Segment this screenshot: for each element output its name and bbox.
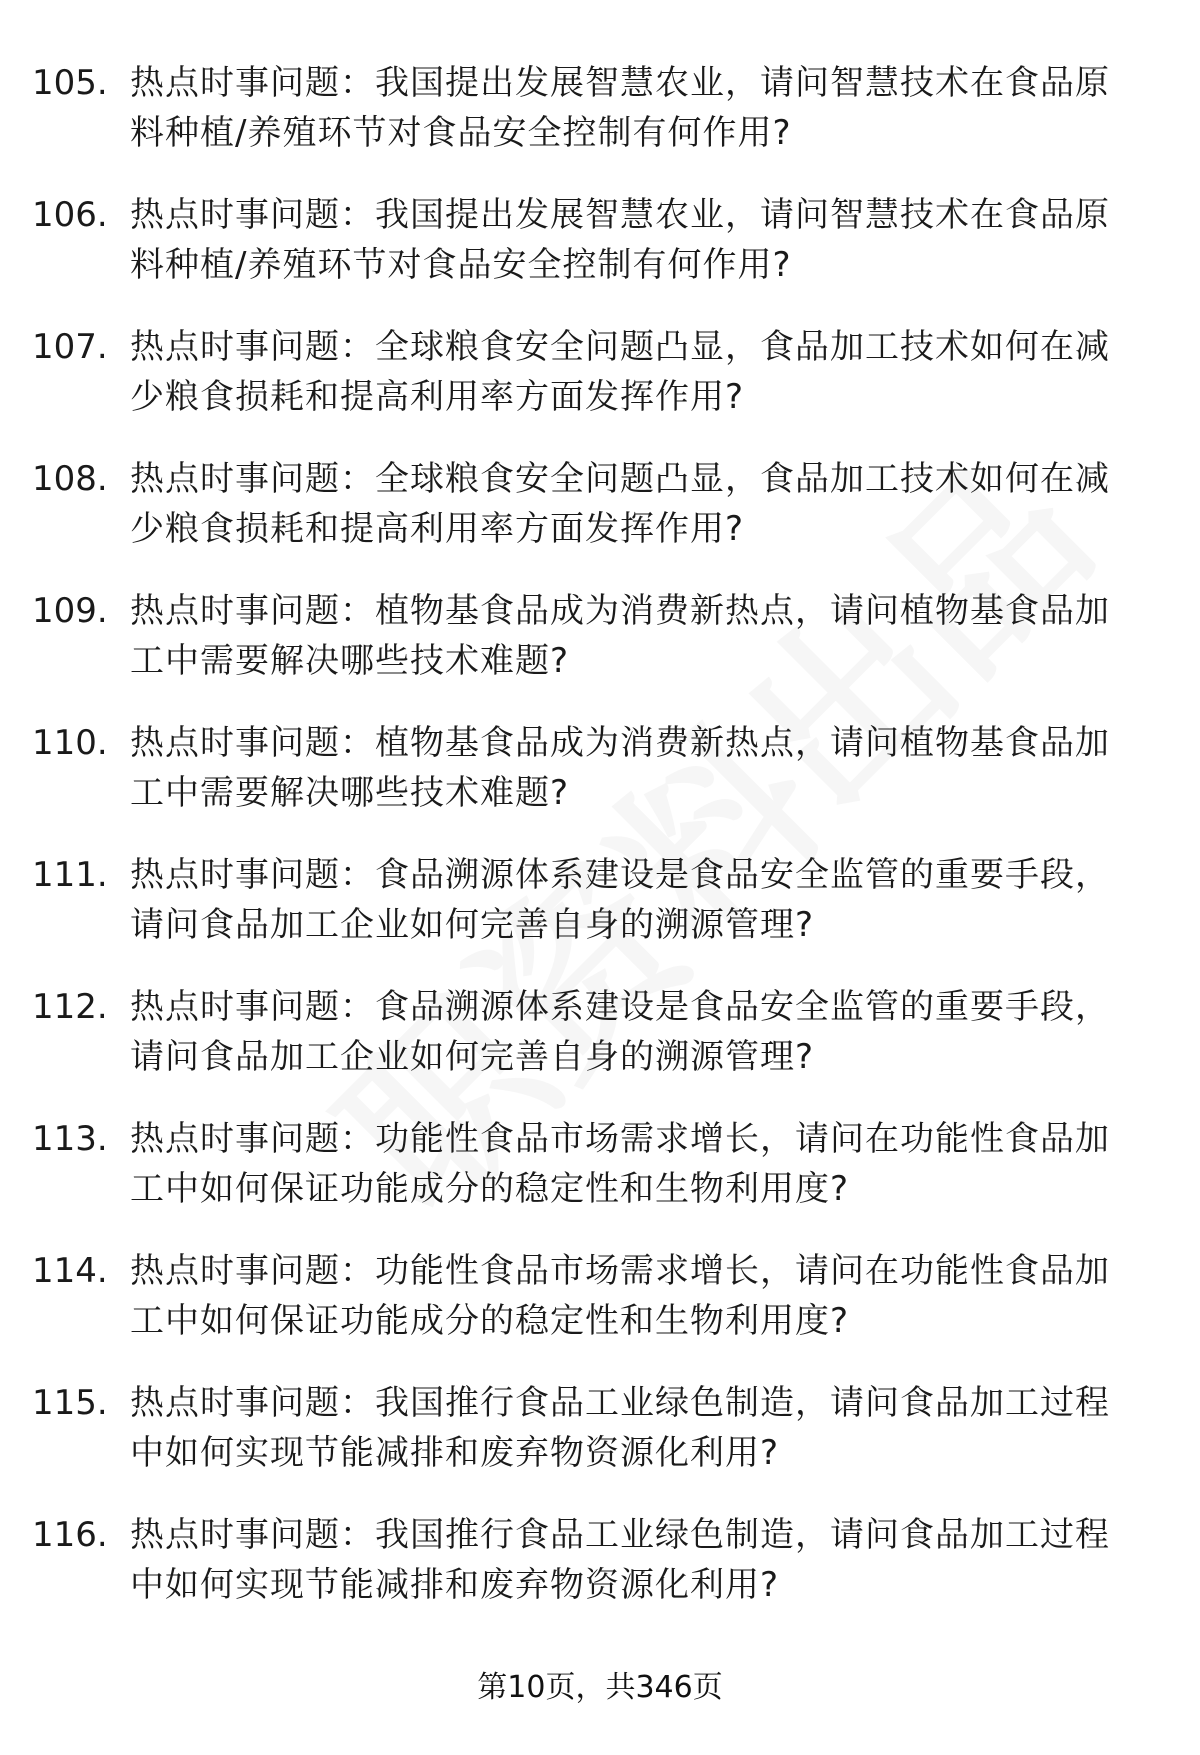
question-item-106 <box>32 190 1152 322</box>
question-number: 108. <box>32 459 108 499</box>
question-item-115 <box>32 1378 1152 1510</box>
question-text: 热点时事问题：我国提出发展智慧农业，请问智慧技术在食品原料种植/养殖环节对食品安全控制有何作用? <box>130 63 1110 153</box>
question-number: 106. <box>32 195 108 235</box>
question-text: 热点时事问题：植物基食品成为消费新热点，请问植物基食品加工中需要解决哪些技术难题? <box>130 591 1110 681</box>
question-item-108 <box>32 454 1152 586</box>
question-text: 热点时事问题：我国推行食品工业绿色制造，请问食品加工过程中如何实现节能减排和废弃物资源化利用? <box>130 1515 1110 1605</box>
question-item-114 <box>32 1246 1152 1378</box>
question-item-110 <box>32 718 1152 850</box>
question-item-107 <box>32 322 1152 454</box>
question-item-116 <box>32 1510 1152 1642</box>
question-number: 105. <box>32 63 108 103</box>
question-text: 热点时事问题：功能性食品市场需求增长，请问在功能性食品加工中如何保证功能成分的稳定性和生物利用度? <box>130 1251 1110 1341</box>
question-number: 109. <box>32 591 108 631</box>
question-number: 116. <box>32 1515 108 1555</box>
question-text: 热点时事问题：我国推行食品工业绿色制造，请问食品加工过程中如何实现节能减排和废弃物资源化利用? <box>130 1383 1110 1473</box>
question-item-111 <box>32 850 1152 982</box>
question-number: 107. <box>32 327 108 367</box>
question-number: 112. <box>32 987 108 1027</box>
question-number: 110. <box>32 723 108 763</box>
page-footer: 第10页，共346页 <box>477 1670 723 1705</box>
question-text: 热点时事问题：食品溯源体系建设是食品安全监管的重要手段，请问食品加工企业如何完善自身的溯源管理? <box>130 855 1110 945</box>
question-item-112 <box>32 982 1152 1114</box>
question-list <box>32 58 1152 1642</box>
question-text: 热点时事问题：植物基食品成为消费新热点，请问植物基食品加工中需要解决哪些技术难题? <box>130 723 1110 813</box>
question-item-105 <box>32 58 1152 190</box>
question-text: 热点时事问题：功能性食品市场需求增长，请问在功能性食品加工中如何保证功能成分的稳定性和生物利用度? <box>130 1119 1110 1209</box>
question-text: 热点时事问题：全球粮食安全问题凸显，食品加工技术如何在减少粮食损耗和提高利用率方面发挥作用? <box>130 459 1110 549</box>
question-number: 113. <box>32 1119 108 1159</box>
question-item-113 <box>32 1114 1152 1246</box>
question-number: 115. <box>32 1383 108 1423</box>
question-number: 114. <box>32 1251 108 1291</box>
question-text: 热点时事问题：食品溯源体系建设是食品安全监管的重要手段，请问食品加工企业如何完善自身的溯源管理? <box>130 987 1110 1077</box>
question-text: 热点时事问题：全球粮食安全问题凸显，食品加工技术如何在减少粮食损耗和提高利用率方面发挥作用? <box>130 327 1110 417</box>
question-item-109 <box>32 586 1152 718</box>
question-number: 111. <box>32 855 108 895</box>
question-text: 热点时事问题：我国提出发展智慧农业，请问智慧技术在食品原料种植/养殖环节对食品安全控制有何作用? <box>130 195 1110 285</box>
